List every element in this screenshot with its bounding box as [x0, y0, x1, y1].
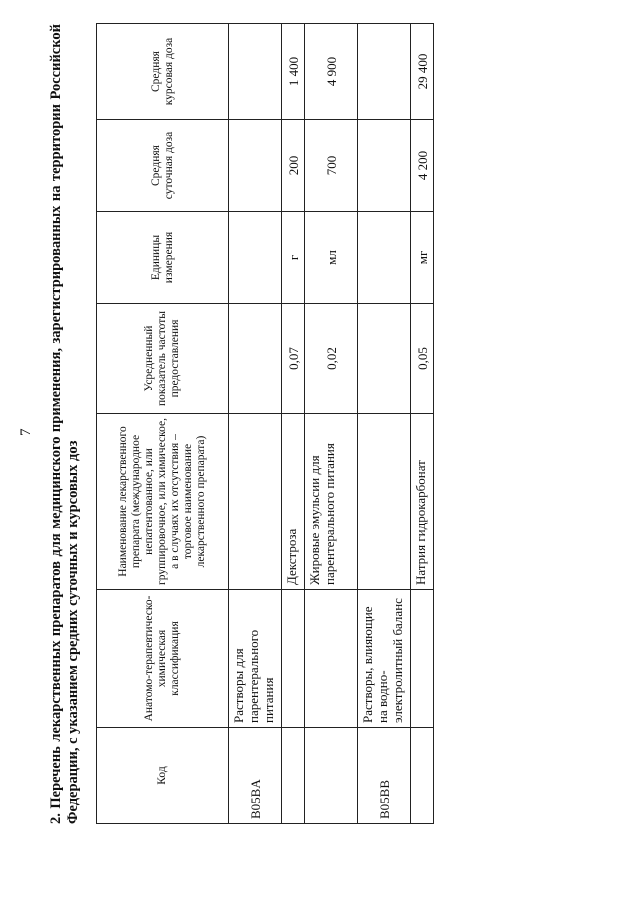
cell-units: мг — [411, 212, 434, 304]
cell-course-dose: 1 400 — [282, 24, 305, 120]
cell-course-dose — [229, 24, 282, 120]
cell-daily-dose: 4 200 — [411, 120, 434, 212]
page-number: 7 — [18, 428, 34, 436]
cell-atc: Растворы для парентерального питания — [229, 590, 282, 728]
header-atc: Анатомо-терапевтическо-химическая классификация — [97, 590, 229, 728]
cell-code: B05BA — [229, 728, 282, 824]
cell-units — [358, 212, 411, 304]
cell-daily-dose — [358, 120, 411, 212]
table-row — [305, 24, 358, 824]
cell-units: г — [282, 212, 305, 304]
cell-atc — [282, 590, 305, 728]
cell-code — [282, 728, 305, 824]
table-row — [229, 24, 282, 824]
cell-course-dose — [358, 24, 411, 120]
header-row — [97, 24, 229, 824]
header-code: Код — [97, 728, 229, 824]
cell-daily-dose: 700 — [305, 120, 358, 212]
cell-frequency — [229, 304, 282, 414]
cell-code — [411, 728, 434, 824]
header-course-dose: Средняя курсовая доза — [97, 24, 229, 120]
cell-code — [305, 728, 358, 824]
cell-daily-dose: 200 — [282, 120, 305, 212]
cell-drug-name: Жировые эмульсии для парентерального питания — [305, 414, 358, 590]
cell-drug-name — [358, 414, 411, 590]
cell-units: мл — [305, 212, 358, 304]
header-drug-name: Наименование лекарственного препарата (международное непатентованное, или группировочное, или химическое, а в случаях их отсутствия – торговое наименование лекарственного препарата) — [97, 414, 229, 590]
section-title: 2. Перечень лекарственных препаратов для медицинского применения, зарегистрированных на территории Российской Федерации, с указанием средних суточных и курсовых доз — [48, 24, 81, 824]
cell-drug-name — [229, 414, 282, 590]
cell-units — [229, 212, 282, 304]
cell-daily-dose — [229, 120, 282, 212]
cell-frequency — [358, 304, 411, 414]
cell-code: B05BB — [358, 728, 411, 824]
cell-course-dose: 4 900 — [305, 24, 358, 120]
cell-drug-name: Натрия гидрокарбонат — [411, 414, 434, 590]
cell-frequency: 0,02 — [305, 304, 358, 414]
header-units: Единицы измерения — [97, 212, 229, 304]
table-row — [358, 24, 411, 824]
cell-atc: Растворы, влияющие на водно-электролитный баланс — [358, 590, 411, 728]
cell-atc — [411, 590, 434, 728]
cell-frequency: 0,07 — [282, 304, 305, 414]
cell-drug-name: Декстроза — [282, 414, 305, 590]
drug-table — [96, 23, 434, 824]
cell-frequency: 0,05 — [411, 304, 434, 414]
cell-course-dose: 29 400 — [411, 24, 434, 120]
cell-atc — [305, 590, 358, 728]
header-frequency: Усредненный показатель частоты предоставления — [97, 304, 229, 414]
header-daily-dose: Средняя суточная доза — [97, 120, 229, 212]
table-row — [411, 24, 434, 824]
table-row — [282, 24, 305, 824]
